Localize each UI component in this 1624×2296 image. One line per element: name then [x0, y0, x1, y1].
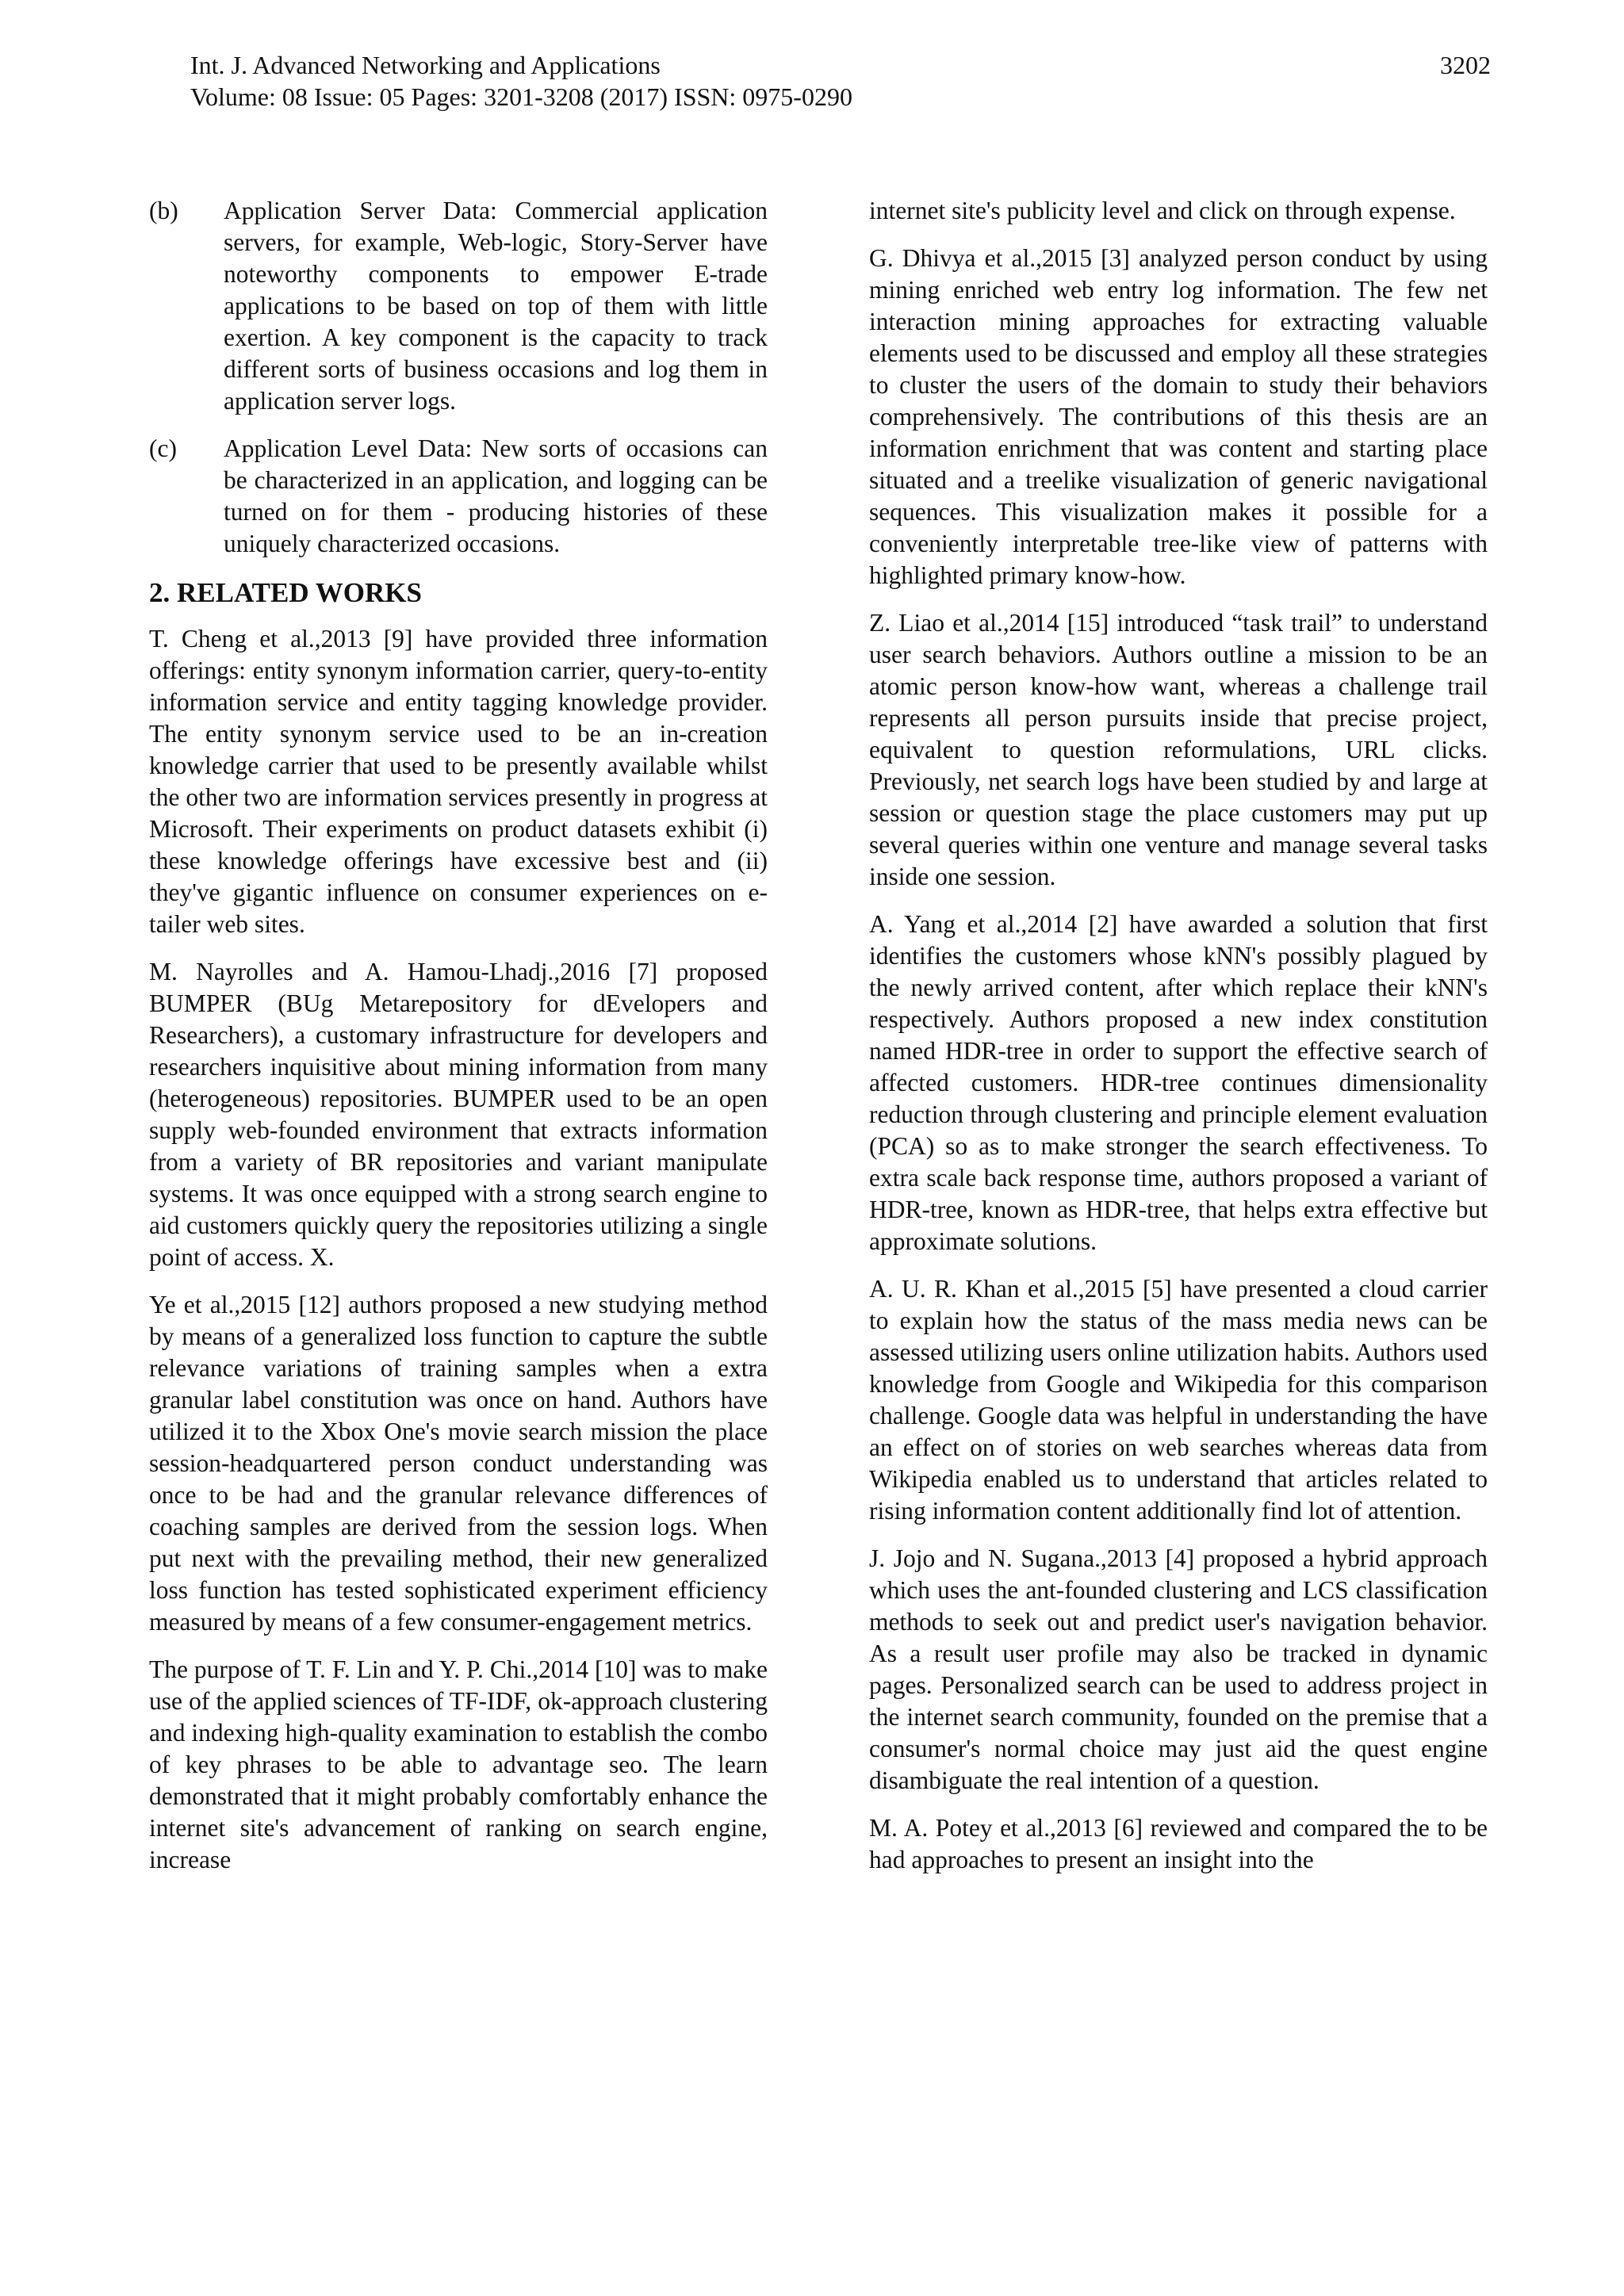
- paragraph: A. U. R. Khan et al.,2015 [5] have presented a cloud carrier to explain how the status of the mass media news can be assessed utilizing users online utilization habits. Authors used knowledge from Google and Wikipedia for this comparison challenge. Google data was helpful in understanding the have an effect on of stories on web searches whereas data from Wikipedia enabled us to understand that articles related to rising information content additionally find lot of attention.: [869, 1275, 1488, 1525]
- paragraph: M. A. Potey et al.,2013 [6] reviewed and compared the to be had approaches to present an insight into the: [869, 1814, 1488, 1873]
- section-heading: 2. RELATED WORKS: [149, 577, 422, 608]
- page-number: 3202: [1440, 51, 1491, 79]
- volume-info: Volume: 08 Issue: 05 Pages: 3201-3208 (2017) ISSN: 0975-0290: [190, 82, 852, 111]
- list-marker: (b): [149, 197, 178, 224]
- paragraph: T. Cheng et al.,2013 [9] have provided three information offerings: entity synonym information carrier, query-to-entity information service and entity tagging knowledge provider. The entity synonym service used to be an in-creation knowledge carrier that used to be presently available whilst the other two are information services presently in progress at Microsoft. Their experiments on product datasets exhibit (i) these knowledge offerings have excessive best and (ii) they've gigantic influence on consumer experiences on e-tailer web sites.: [149, 625, 768, 938]
- paragraph: G. Dhivya et al.,2015 [3] analyzed person conduct by using mining enriched web entry log information. The few net interaction mining approaches for extracting valuable elements used to be discussed and employ all these strategies to cluster the users of the domain to study their behaviors comprehensively. The contributions of this thesis are an information enrichment that was content and starting place situated and a treelike visualization of generic navigational sequences. This visualization makes it possible for a conveniently interpretable tree-like view of patterns with highlighted primary know-how.: [869, 244, 1488, 589]
- paragraph: Z. Liao et al.,2014 [15] introduced “task trail” to understand user search behaviors. Authors outline a mission to be an atomic person know-how want, whereas a challenge trail represents all person pursuits inside that precise project, equivalent to question reformulations, URL clicks. Previously, net search logs have been studied by and large at session or question stage the place customers may put up several queries within one venture and manage several tasks inside one session.: [869, 609, 1488, 890]
- paragraph: internet site's publicity level and click on through expense.: [869, 197, 1456, 224]
- paragraph: The purpose of T. F. Lin and Y. P. Chi.,2014 [10] was to make use of the applied sciences of TF-IDF, ok-approach clustering and indexing high-quality examination to establish the combo of key phrases to be able to advantage seo. The learn demonstrated that it might probably comfortably enhance the internet site's advancement of ranking on search engine, increase: [149, 1655, 768, 1873]
- paragraph: J. Jojo and N. Sugana.,2013 [4] proposed a hybrid approach which uses the ant-founded clustering and LCS classification methods to seek out and predict user's navigation behavior. As a result user profile may also be tracked in dynamic pages. Personalized search can be used to address project in the internet search community, founded on the premise that a consumer's normal choice may just aid the quest engine disambiguate the real intention of a question.: [869, 1544, 1488, 1794]
- page-header: [190, 49, 1491, 113]
- journal-title: Int. J. Advanced Networking and Applications: [190, 51, 661, 79]
- list-text: Application Level Data: New sorts of occasions can be characterized in an application, and logging can be turned on for them - producing histories of these uniquely characterized occasions.: [224, 434, 768, 557]
- list-item: [149, 195, 768, 417]
- paragraph: A. Yang et al.,2014 [2] have awarded a solution that first identifies the customers whose kNN's possibly plagued by the newly arrived content, after which replace their kNN's respectively. Authors proposed a new index constitution named HDR-tree in order to support the effective search of affected customers. HDR-tree continues dimensionality reduction through clustering and principle element evaluation (PCA) so as to make stronger the search effectiveness. To extra scale back response time, authors proposed a variant of HDR-tree, known as HDR-tree, that helps extra effective but approximate solutions.: [869, 910, 1488, 1255]
- list-marker: (c): [149, 434, 177, 462]
- paragraph: M. Nayrolles and A. Hamou-Lhadj.,2016 [7] proposed BUMPER (BUg Metarepository for dEvelopers and Researchers), a customary infrastructure for developers and researchers inquisitive about mining information from many (heterogeneous) repositories. BUMPER used to be an open supply web-founded environment that extracts information from a variety of BR repositories and variant manipulate systems. It was once equipped with a strong search engine to aid customers quickly query the repositories utilizing a single point of access. X.: [149, 958, 768, 1271]
- list-item: [149, 433, 768, 560]
- right-column: [869, 195, 1488, 1892]
- left-column: [149, 195, 768, 1892]
- paragraph: Ye et al.,2015 [12] authors proposed a new studying method by means of a generalized loss function to capture the subtle relevance variations of training samples when a extra granular label constitution was once on hand. Authors have utilized it to the Xbox One's movie search mission the place session-headquartered person conduct understanding was once to be had and the granular relevance differences of coaching samples are derived from the session logs. When put next with the prevailing method, their new generalized loss function has tested sophisticated experiment efficiency measured by means of a few consumer-engagement metrics.: [149, 1291, 768, 1636]
- header-first-line: [190, 49, 1491, 81]
- list-text: Application Server Data: Commercial application servers, for example, Web-logic, Story-Server have noteworthy components to empower E-trade applications to be based on top of them with little exertion. A key component is the capacity to track different sorts of business occasions and log them in application server logs.: [224, 197, 768, 415]
